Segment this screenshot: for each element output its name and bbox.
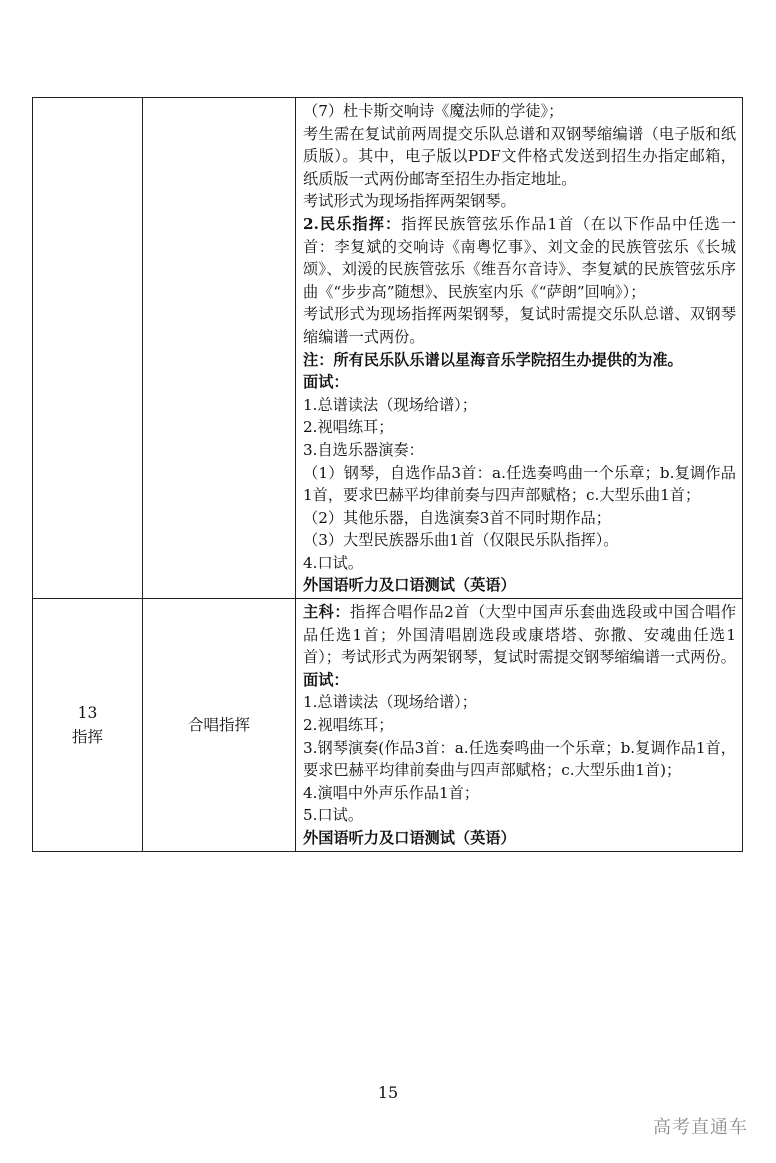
main-text: 指挥合唱作品2首（大型中国声乐套曲选段或中国合唱作品任选1首；外国清唱剧选段或康塔塔、弥撒、安魂曲任选1首）；考试形式为两架钢琴，复试时需提交钢琴缩编谱一式两份。 <box>303 603 737 667</box>
interview-item: 3.自选乐器演奏： <box>303 440 424 459</box>
interview-item: （3）大型民族器乐曲1首（仅限民乐队指挥）。 <box>303 531 619 550</box>
interview-item: 3.钢琴演奏(作品3首：a.任选奏鸣曲一个乐章；b.复调作品1首，要求巴赫平均律前奏曲与四声部赋格；c.大型乐曲1首)； <box>303 738 736 780</box>
folk-exam-format: 考试形式为现场指挥两架钢琴，复试时需提交乐队总谱、双钢琴缩编谱一式两份。 <box>303 305 736 346</box>
page-number: 15 <box>377 1083 399 1102</box>
foreign-language-test: 外国语听力及口语测试（英语） <box>303 576 516 595</box>
table-row <box>33 98 743 599</box>
folk-conducting <box>303 213 736 303</box>
requirements-cell <box>296 599 743 852</box>
major-name: 指挥 <box>71 727 103 746</box>
number-major-cell <box>33 599 143 852</box>
repertoire-item: （7）杜卡斯交响诗《魔法师的学徒》； <box>303 102 564 120</box>
admissions-table <box>32 97 743 852</box>
foreign-language-test: 外国语听力及口语测试（英语） <box>303 829 516 847</box>
interview-heading: 面试： <box>303 670 349 689</box>
requirements-cell <box>296 98 743 599</box>
interview-item: 2.视唱练耳； <box>303 418 394 437</box>
number-cell <box>33 98 143 599</box>
watermark: 高考直通车 <box>653 1117 748 1138</box>
requirements-content <box>296 98 742 598</box>
folk-text: 指挥民族管弦乐作品1首（在以下作品中任选一首：李复斌的交响诗《南粤忆事》、刘文金的民族管弦乐《长城颂》、刘湲的民族管弦乐《维吾尔音诗》、李复斌的民族管弦乐序曲《“步步高”随想》、民族室内乐《“萨朗”回响》）； <box>303 214 737 301</box>
score-note: 注：所有民乐队乐谱以星海音乐学院招生办提供的为准。 <box>303 350 683 369</box>
exam-format: 考试形式为现场指挥两架钢琴。 <box>303 192 516 211</box>
requirements-content <box>296 599 742 851</box>
interview-item: （1）钢琴，自选作品3首：a.任选奏鸣曲一个乐章；b.复调作品1首，要求巴赫平均律前奏与四声部赋格；c.大型乐曲1首； <box>303 463 736 505</box>
interview-heading: 面试： <box>303 373 349 392</box>
interview-item: 1.总谱读法（现场给谱）； <box>303 395 477 414</box>
interview-item: 2.视唱练耳； <box>303 716 394 735</box>
direction-cell: 合唱指挥 <box>143 599 296 852</box>
interview-item: 1.总谱读法（现场给谱）； <box>303 693 477 712</box>
folk-label: 2.民乐指挥： <box>303 214 402 233</box>
interview-item: 5.口试。 <box>303 806 364 825</box>
main-subject <box>303 601 736 669</box>
interview-item: （2）其他乐器，自选演奏3首不同时期作品； <box>303 508 611 527</box>
table-row <box>33 599 743 852</box>
submission-note: 考生需在复试前两周提交乐队总谱和双钢琴缩编谱（电子版和纸质版）。其中，电子版以PDF文件格式发送到招生办指定邮箱，纸质版一式两份邮寄至招生办指定地址。 <box>303 124 736 188</box>
interview-item: 4.口试。 <box>303 553 364 572</box>
row-number: 13 <box>77 703 98 722</box>
direction-cell <box>143 98 296 599</box>
main-label: 主科： <box>303 603 351 622</box>
interview-item: 4.演唱中外声乐作品1首； <box>303 783 480 802</box>
